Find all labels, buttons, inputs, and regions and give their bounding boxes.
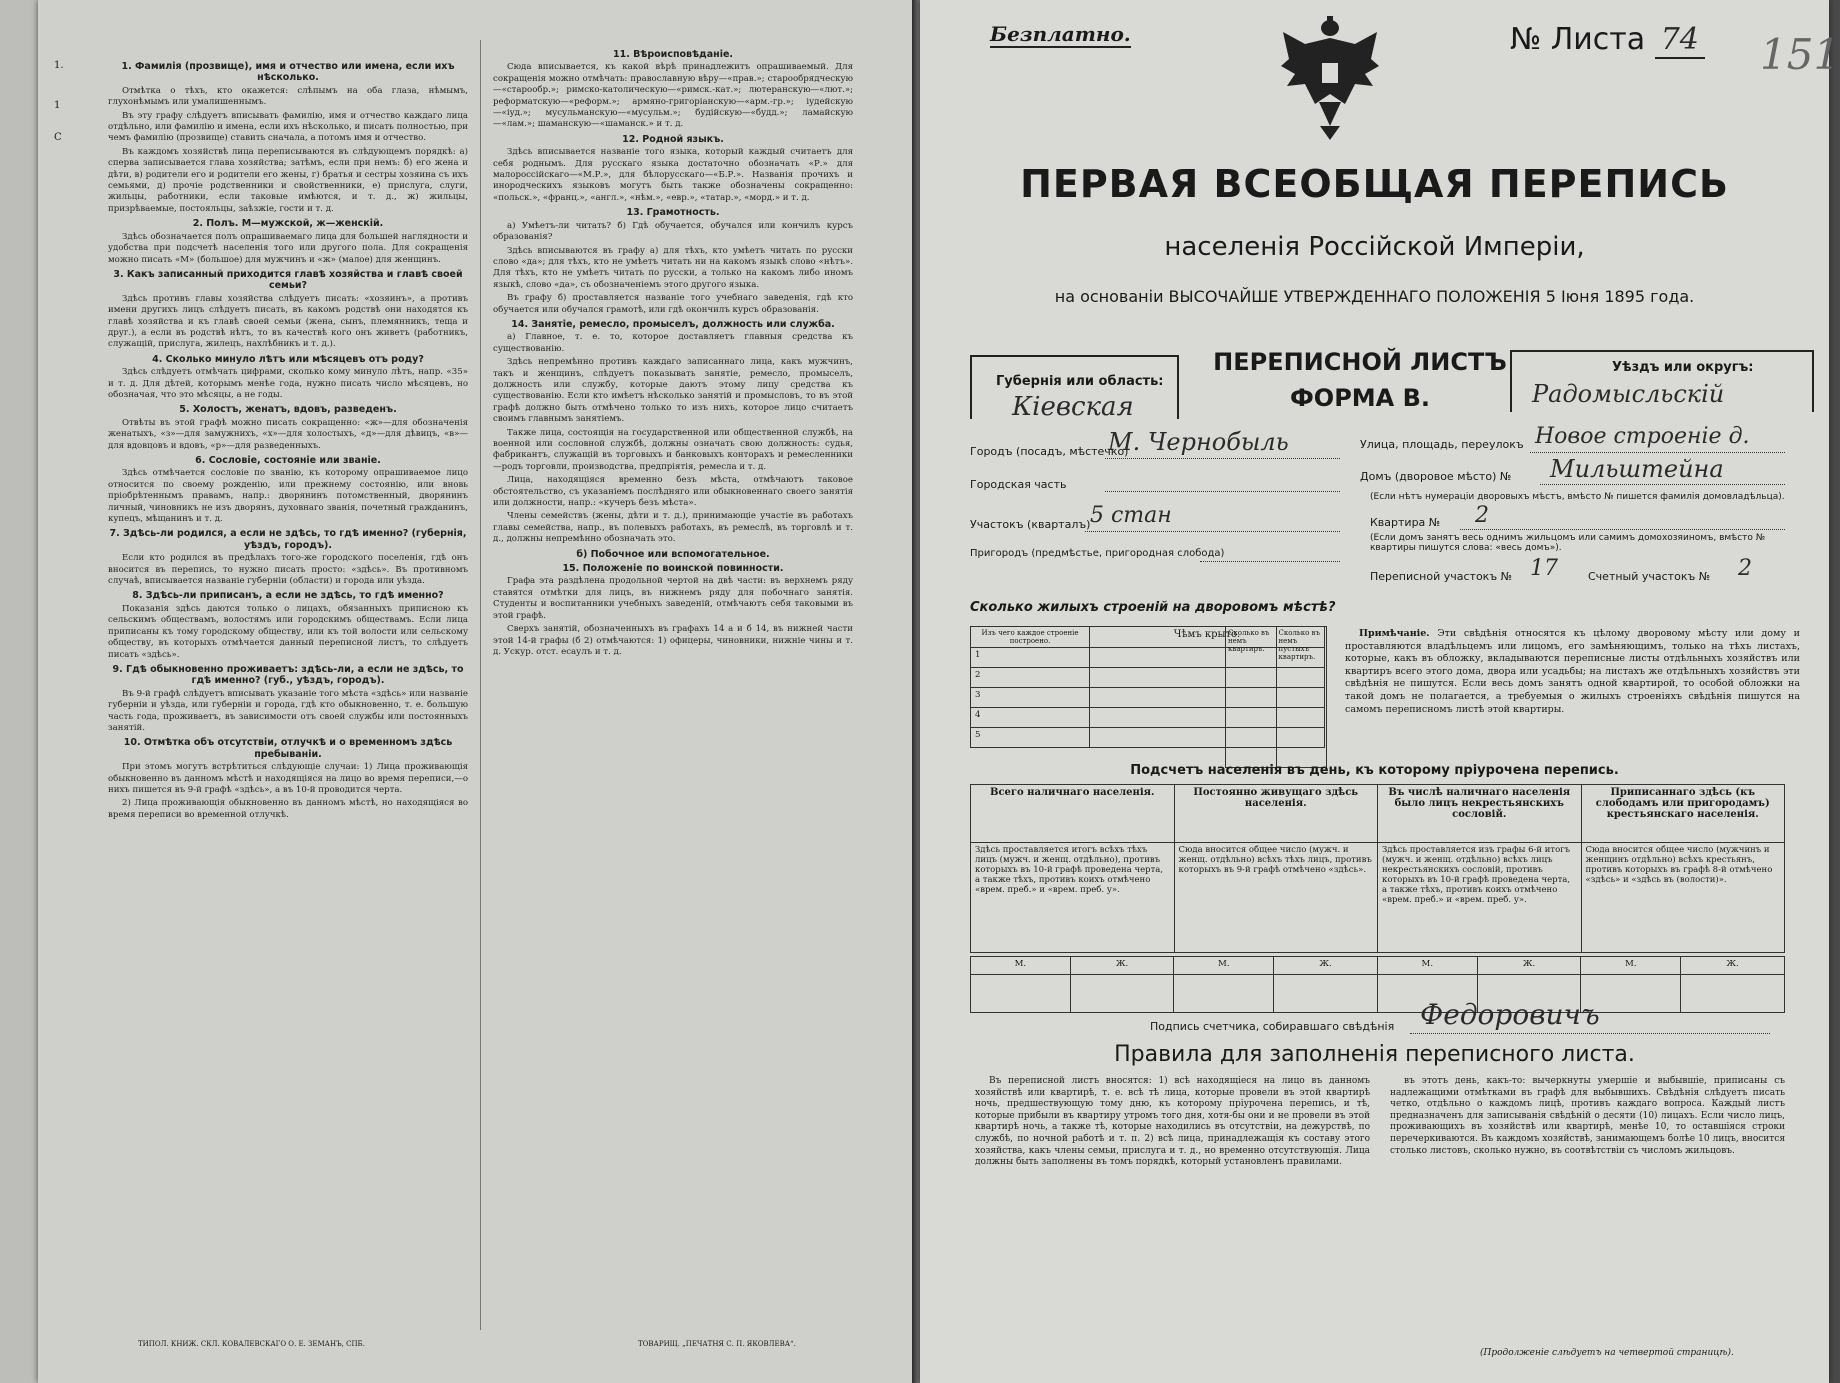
suburb-label: Пригородъ (предмѣстье, пригородная слобода)	[970, 548, 1225, 559]
instructions-column-1	[108, 58, 468, 1308]
section-heading: б) Побочное или вспомогательное.	[576, 548, 770, 560]
count-area-value: 2	[1738, 556, 1752, 581]
section-heading: 3. Какъ записанный приходится главѣ хозяйства и главѣ своей семьи?	[113, 268, 463, 292]
city-value: М. Чернобыль	[1108, 428, 1289, 456]
count-values-table	[970, 956, 1785, 1013]
flat-value: 2	[1475, 503, 1489, 528]
count-header: Постоянно живущаго здѣсь населенія.	[1174, 785, 1378, 843]
city-line	[1105, 458, 1340, 459]
table-row: 5	[971, 728, 1090, 748]
sheet-label: № Листа	[1510, 22, 1646, 57]
sheet-number: 74	[1655, 22, 1705, 59]
column-divider	[480, 40, 481, 1330]
section-paragraph: Члены семействъ (жены, дѣти и т. д.), принимающіе участіе въ работахъ главы семейства, напр., въ полевыхъ работахъ, въ ремеслѣ, въ торговлѣ и т. д., должны непремѣнно обозначать это.	[493, 511, 853, 545]
flat-label: Квартира №	[1370, 516, 1441, 529]
section-paragraph: Графа эта раздѣлена продольной чертой на двѣ части: въ верхнемъ ряду ставятся отмѣтки для лицъ, въ нижнемъ ряду для побочнаго занятія. Студенты и воспитанники учебныхъ заведеній, отмѣчаютъ себя таковыми въ этой графѣ.	[493, 576, 853, 621]
gubernia-label: Губернія или область:	[996, 374, 1164, 389]
rules-continued: (Продолженіе слѣдуетъ на четвертой страницѣ).	[1480, 1348, 1734, 1358]
sheet-number-label	[1510, 22, 1705, 57]
suburb-line	[1200, 561, 1340, 562]
buildings-label: Сколько жилыхъ строеній на дворовомъ мѣстѣ?	[970, 600, 1336, 615]
uezd-box	[1510, 350, 1814, 412]
count-description: Сюда вносится общее число (мужч. и женщ. отдѣльно) всѣхъ тѣхъ лицъ, противъ которыхъ въ 9-й графѣ отмѣчено «здѣсь».	[1174, 843, 1378, 953]
section-paragraph: Здѣсь вписывается названіе того языка, который каждый считаетъ для себя роднымъ. Для русскаго языка достаточно обозначать «Р.» для малороссійскаго—«М.Р.», для бѣлорусскаго—«Б.Р.». Названія прочихъ и инородческихъ языковъ могутъ быть также обозначены сокращенно: «польск.», «франц.», «англ.», «нѣм.», «евр.», «татар.», «морд.» и т. д.	[493, 147, 853, 203]
female-header: Ж.	[1477, 957, 1581, 975]
section-paragraph: Здѣсь непремѣнно противъ каждаго записаннаго лица, какъ мужчинъ, такъ и женщинъ, слѣдуетъ показывать занятіе, ремесло, промыселъ, должность или службу, которые даютъ этому лицу средства къ существованію. Если кто имѣетъ нѣсколько занятій и промысловъ, то въ этой графѣ должно быть отмѣчено только то изъ нихъ, которое лицо считаетъ своимъ главнымъ занятіемъ.	[493, 357, 853, 425]
census-area-label: Переписной участокъ №	[1370, 570, 1513, 583]
margin-mark: С	[54, 132, 62, 143]
section-heading: 5. Холостъ, женатъ, вдовъ, разведенъ.	[179, 404, 397, 416]
table-row: 1	[971, 648, 1090, 668]
count-title: Подсчетъ населенія въ день, къ которому пріурочена перепись.	[1130, 763, 1619, 778]
buildings-header-material: Изъ чего каждое строеніе построено.	[971, 627, 1090, 648]
count-header: Всего наличнаго населенія.	[971, 785, 1175, 843]
signature-line	[1410, 1033, 1770, 1034]
rules-column-1	[975, 1076, 1370, 1356]
section-heading: 2. Полъ. М—мужской, ж—женскій.	[192, 218, 384, 230]
printer-footer: ТОВАРИЩ. „ПЕЧАТНЯ С. П. ЯКОВЛЕВА“.	[638, 1340, 796, 1348]
section-heading: 1. Фамилія (прозвище), имя и отчество или имена, если ихъ нѣсколько.	[121, 61, 455, 84]
margin-mark: 1	[54, 100, 61, 111]
section-paragraph: Здѣсь вписываются въ графу а) для тѣхъ, кто умѣетъ читать по русски слово «да»; для тѣхъ, кто не умѣетъ читать ни на какомъ языкѣ слово «нѣтъ». Для тѣхъ, кто не умѣетъ читать по русски, а только на какомъ либо иномъ языкѣ, слово «да», съ обозначеніемъ этого другого языка.	[493, 245, 853, 290]
count-header: Приписаннаго здѣсь (къ слободамъ или пригородамъ) крестьянскаго населенія.	[1581, 785, 1785, 843]
buildings-header-empty: Сколько въ немъ пустыхъ квартиръ.	[1278, 629, 1320, 661]
margin-mark: 1.	[54, 60, 64, 71]
quarter-value: 5 стан	[1090, 503, 1172, 528]
printer-footer: ТИПОЛ. КНИЖ. СКЛ. КОВАЛЕВСКАГО О. Е. ЗЕМАНЪ, СПБ.	[138, 1340, 365, 1348]
section-paragraph: Лица, находящіяся временно безъ мѣста, отмѣчаютъ таковое обстоятельство, съ указаніемъ послѣдняго или обыкновеннаго своего занятія или должности, напр.: «кучеръ безъ мѣста».	[493, 475, 853, 509]
page-title: ПЕРВАЯ ВСЕОБЩАЯ ПЕРЕПИСЬ	[1020, 162, 1729, 206]
count-area-label: Счетный участокъ №	[1588, 570, 1711, 583]
buildings-header-roof: Чѣмъ крыто.	[1090, 627, 1325, 648]
quarter-label: Участокъ (кварталъ)	[970, 518, 1091, 531]
instructions-column-2	[493, 46, 853, 1316]
female-header: Ж.	[1681, 957, 1785, 975]
table-row: 4	[971, 708, 1090, 728]
section-heading: 14. Занятіе, ремесло, промыселъ, должность или служба.	[511, 318, 835, 330]
part-line	[1105, 491, 1340, 492]
section-paragraph: При этомъ могутъ встрѣтиться слѣдующіе случаи: 1) Лица проживающія обыкновенно въ данномъ мѣстѣ и находящіяся на лицо во время переписи,—о нихъ пишется въ 9-й графѣ «здѣсь», а въ 10-й проводится черта.	[108, 762, 468, 795]
corner-number: 151	[1760, 30, 1840, 79]
legal-basis: на основаніи ВЫСОЧАЙШЕ УТВЕРЖДЕННАГО ПОЛОЖЕНІЯ 5 Іюня 1895 года.	[1054, 287, 1695, 306]
imperial-eagle-icon	[1275, 14, 1385, 144]
uezd-label: Уѣздъ или округъ:	[1612, 360, 1754, 375]
gubernia-box	[970, 355, 1179, 422]
count-header: Въ числѣ наличнаго населенія было лицъ некрестьянскихъ сословій.	[1378, 785, 1582, 843]
count-description: Сюда вносится общее число (мужчинъ и женщинъ отдѣльно) всѣхъ крестьянъ, противъ которыхъ въ графѣ 8-й отмѣчено «здѣсь» и «здѣсь въ (волости)».	[1581, 843, 1785, 953]
form-subtitle: ФОРМА В.	[1289, 384, 1430, 412]
male-header: М.	[971, 957, 1071, 975]
section-paragraph: Показанія здѣсь даются только о лицахъ, обязанныхъ приписною къ сельскимъ обществамъ, волостямъ или городскимъ обществамъ. Если лица приписаны къ тому городскому обществу, или къ той волости или сельскому обществу, въ которыхъ отмѣчается данный переписной листъ, то слѣдуетъ писать «здѣсь».	[108, 603, 468, 660]
left-page	[38, 0, 918, 1383]
section-paragraph: Сверхъ занятій, обозначенныхъ въ графахъ 14 а и б 14, въ нижней части этой 14-й графы (б 2) отмѣчаются: 1) офицеры, чиновники, нижніе чины и т. д. Ускур. отст. есаулъ и т. д.	[493, 624, 853, 657]
table-row: 3	[971, 688, 1090, 708]
section-heading: 4. Сколько минуло лѣтъ или мѣсяцевъ отъ роду?	[152, 353, 424, 365]
section-paragraph: а) Умѣетъ-ли читать? б) Гдѣ обучается, обучался или кончилъ курсъ образованія?	[493, 220, 853, 243]
buildings-header-apartments: Сколько въ немъ квартиръ.	[1226, 627, 1277, 767]
section-heading: 10. Отмѣтка объ отсутствіи, отлучкѣ и о временномъ здѣсь пребываніи.	[123, 737, 453, 760]
section-heading: 11. Вѣроисповѣданіе.	[612, 49, 734, 60]
section-paragraph: Въ графу б) проставляется названіе того учебнаго заведенія, гдѣ кто обучается или обучался грамотѣ, или гдѣ окончилъ курсъ образованія.	[493, 293, 853, 315]
section-heading: 13. Грамотность.	[626, 207, 720, 219]
section-heading: 15. Положеніе по воинской повинности.	[562, 563, 784, 575]
count-description: Здѣсь проставляется изъ графы 6-й итогъ (мужч. и женщ. отдѣльно) всѣхъ лицъ некрестьянскихъ сословій, противъ которыхъ въ 10-й графѣ проведена черта, а также тѣхъ, противъ коихъ отмѣчено «врем. преб.» и «врем. преб. у».	[1378, 843, 1582, 953]
section-paragraph: Отмѣтка о тѣхъ, кто окажется: слѣпымъ на оба глаза, нѣмымъ, глухонѣмымъ или умалишеннымъ.	[108, 85, 468, 108]
male-header: М.	[1581, 957, 1681, 975]
count-table	[970, 784, 1785, 953]
buildings-apartments	[1225, 626, 1327, 768]
street-line	[1530, 452, 1785, 453]
section-heading: 6. Сословіе, состояніе или званіе.	[195, 455, 381, 466]
section-paragraph: а) Главное, т. е. то, которое доставляетъ главныя средства къ существованію.	[493, 332, 853, 354]
section-paragraph: Здѣсь слѣдуетъ отмѣчать цифрами, сколько кому минуло лѣтъ, напр. «35» и т. д. Для дѣтей, которымъ менѣе года, нужно писать число мѣсяцевъ, но обозначая, что это мѣсяцы, а не годы.	[108, 367, 468, 400]
rules-text: въ этотъ день, какъ-то: вычеркнуты умершіе и выбывшіе, приписаны съ надлежащими отмѣтками въ графѣ для выбывшихъ. Свѣдѣнія слѣдуетъ писать четко, отдѣльно о каждомъ лицѣ, противъ каждаго вопроса. Каждый листъ предназначенъ для записыванія свѣдѣній о десяти (10) лицахъ. Если число лицъ, проживающихъ въ хозяйствѣ или квартирѣ, менѣе 10, то оставшіяся строки перечеркиваются. Въ каждомъ хозяйствѣ, занимающемъ болѣе 10 лицъ, вносится столько листовъ, сколько нужно, въ соотвѣтствіи съ числомъ жильцовъ.	[1390, 1076, 1785, 1156]
free-label: Безплатно.	[990, 22, 1131, 46]
street-value: Новое строеніе д.	[1535, 424, 1750, 449]
section-paragraph: Здѣсь отмѣчается сословіе по званію, къ которому опрашиваемое лицо относится по своему рожденію, или прежнему состоянію, или вновь пріобрѣтеннымъ правамъ, напр.: дворянинъ потомственный, дворянинъ личный, чиновникъ не изъ дворянъ, духовнаго званія, почетный гражданинъ, купецъ, мѣщанинъ и т. д.	[108, 468, 468, 525]
house-note: (Если нѣтъ нумераціи дворовыхъ мѣстъ, вмѣсто № пишется фамилія домовладѣльца).	[1370, 492, 1785, 502]
note-text: Эти свѣдѣнія относятся къ цѣлому дворовому мѣсту или дому и проставляются владѣльцемъ или лицомъ, его замѣняющимъ, только на тѣхъ листахъ, которые, какъ въ обложку, вкладываются переписные листы отдѣльныхъ хозяйствъ или квартиръ всего этого дома, двора или усадьбы; на листахъ же отдѣльныхъ хозяйствъ эти свѣдѣнія не пишутся. Если весь домъ занятъ одной квартирой, то особой обложки на такой домъ не полагается, а требуемыя о жилыхъ строеніяхъ свѣдѣнія пишутся на самомъ переписномъ листѣ этой квартиры.	[1345, 628, 1800, 715]
section-heading: 8. Здѣсь-ли приписанъ, а если не здѣсь, то гдѣ именно?	[132, 590, 444, 602]
section-paragraph: Здѣсь обозначается полъ опрашиваемаго лица для большей наглядности и удобства при подсчетѣ населенія того или другого пола. Для сокращенія можно писать «М» (большое) для мужчинъ и «ж» (малое) для женщинъ.	[108, 231, 468, 265]
rules-column-2	[1390, 1076, 1785, 1336]
female-header: Ж.	[1274, 957, 1378, 975]
table-row: 2	[971, 668, 1090, 688]
house-value: Мильштейна	[1550, 455, 1724, 483]
flat-line	[1460, 529, 1785, 530]
section-paragraph: 2) Лица проживающія обыкновенно въ данномъ мѣстѣ, но находящіяся во время переписи во временной отлучкѣ.	[108, 798, 468, 820]
form-title: ПЕРЕПИСНОЙ ЛИСТЪ	[1213, 348, 1507, 376]
rules-text: Въ переписной листъ вносятся: 1) всѣ находящіеся на лицо въ данномъ хозяйствѣ или квартирѣ, т. е. всѣ тѣ лица, которые провели въ этой квартирѣ ночь, предшествующую тому дню, къ которому пріурочена перепись, и тѣ, которые прибыли въ квартиру утромъ того дня, хотя-бы они и не провели въ этой квартирѣ ночь, а также тѣ, которые находились въ отсутствіи, на дежурствѣ, по службѣ, по ночной работѣ и т. п. 2) всѣ лица, принадлежащія къ составу этого хозяйства, какъ члены семьи, прислуга и т. д., но временно отсутствующія. Лица должны быть заполнены въ томъ порядкѣ, который установленъ правилами.	[975, 1076, 1370, 1168]
section-paragraph: Сюда вписывается, къ какой вѣрѣ принадлежитъ опрашиваемый. Для сокращенія можно отмѣчать: православную вѣру—«прав.»; старообрядческую—«старообр.»; римско-католическую—«римск.-кат.»; лютеранскую—«лют.»; реформатскую—«реформ.»; армяно-григоріанскую—«арм.-гр.»; іудейскую—«іуд.»; мусульманскую—«мусульм.»; будійскую—«будд.»; ламайскую—«лам.»; шаманскую—«шаманск.» и т. д.	[493, 62, 853, 130]
section-paragraph: Здѣсь противъ главы хозяйства слѣдуетъ писать: «хозяинъ», а противъ имени другихъ лицъ слѣдуетъ писать, въ какомъ родствѣ они находятся къ главѣ хозяйства и къ главѣ своей семьи (жена, сынъ, племянникъ, теща и друг.), а если въ родствѣ нѣтъ, то въ качествѣ кого онъ живетъ (работникъ, служащій, прислуга, жилецъ, нахлѣбникъ и т. д.).	[108, 293, 468, 350]
male-header: М.	[1377, 957, 1477, 975]
section-paragraph: Если кто родился въ предѣлахъ того-же городского поселенія, гдѣ онъ вносится въ перепись, то нужно писать просто: «здѣсь». Въ противномъ случаѣ, вписывается названіе губерніи (области) и города или уѣзда.	[108, 553, 468, 587]
section-heading: 9. Гдѣ обыкновенно проживаетъ: здѣсь-ли, а если не здѣсь, то гдѣ именно? (губ., уѣздъ, городъ).	[112, 663, 464, 687]
section-heading: 12. Родной языкъ.	[622, 133, 724, 145]
counter-signature: Федоровичъ	[1420, 998, 1600, 1031]
section-paragraph: Отвѣты въ этой графѣ можно писать сокращенно: «ж»—для обозначенія женатыхъ, «з»—для замужнихъ, «х»—для холостыхъ, «д»—для дѣвицъ, «в»—для вдовцовъ и вдовъ, «р»—для разведенныхъ.	[108, 417, 468, 451]
house-line	[1540, 484, 1785, 485]
section-heading: 7. Здѣсь-ли родился, а если не здѣсь, то гдѣ именно? (губернія, уѣздъ, городъ).	[109, 528, 467, 551]
census-area-value: 17	[1530, 556, 1558, 581]
section-paragraph: Также лица, состоящія на государственной или общественной службѣ, на военной или сословной службѣ, должны означать свою должность: судья, фабрикантъ, служащій въ торговыхъ и банковыхъ конторахъ и ремесленники—родъ торговли, производства, предпріятія, ремесла и т. д.	[493, 427, 853, 472]
street-label: Улица, площадь, переулокъ	[1360, 438, 1524, 451]
city-label: Городъ (посадъ, мѣстечко)	[970, 445, 1129, 458]
right-page	[920, 0, 1840, 1383]
uezd-value: Радомысльскій	[1532, 380, 1725, 408]
rules-title: Правила для заполненія переписного листа.	[1114, 1042, 1635, 1067]
house-label: Домъ (дворовое мѣсто) №	[1360, 470, 1512, 483]
flat-note: (Если домъ занятъ весь однимъ жильцомъ или самимъ домохозяиномъ, вмѣсто № квартиры пишутся слова: «весь домъ»).	[1370, 533, 1766, 553]
signature-label: Подпись счетчика, собиравшаго свѣдѣнія	[1150, 1020, 1395, 1033]
gubernia-value: Кіевская	[1012, 392, 1134, 422]
note-block	[1345, 628, 1800, 716]
quarter-line	[1085, 531, 1340, 532]
female-header: Ж.	[1070, 957, 1174, 975]
male-header: М.	[1174, 957, 1274, 975]
section-paragraph: Въ 9-й графѣ слѣдуетъ вписывать указаніе того мѣста «здѣсь» или названіе губерніи и уѣзда, или губерніи и города, гдѣ кто обыкновенно, т. е. большую часть года, проживаетъ, въ зависимости отъ своей службы или постоянныхъ занятій.	[108, 688, 468, 733]
section-paragraph: Въ эту графу слѣдуетъ вписывать фамилію, имя и отчество каждаго лица отдѣльно, или фамилію и имена, если ихъ нѣсколько, и писать полностью, при чемъ фамилію (прозвище) ставить сначала, а потомъ имя и отчество.	[108, 110, 468, 144]
page-subtitle: населенія Россійской Имперіи,	[1164, 232, 1585, 262]
note-title: Примѣчаніе.	[1359, 628, 1430, 639]
part-label: Городская часть	[970, 478, 1067, 491]
section-paragraph: Въ каждомъ хозяйствѣ лица переписываются въ слѣдующемъ порядкѣ: а) сперва записывается глава хозяйства; затѣмъ, если при немъ: б) его жена и дѣти, в) родители его и родители его жены, г) братья и сестры хозяина съ ихъ семьями, д) прочіе родственники и свойственники, е) прислуга, слуги, жильцы, работники, если таковые имѣются, и т. д., ж) жильцы, призрѣваемые, постояльцы, заѣзжіе, гости и т. д.	[108, 146, 468, 214]
count-description: Здѣсь проставляется итогъ всѣхъ тѣхъ лицъ (мужч. и женщ. отдѣльно), противъ которыхъ въ 10-й графѣ проведена черта, а также тѣхъ, противъ коихъ отмѣчено «врем. преб.» и «врем. преб. у».	[971, 843, 1175, 953]
